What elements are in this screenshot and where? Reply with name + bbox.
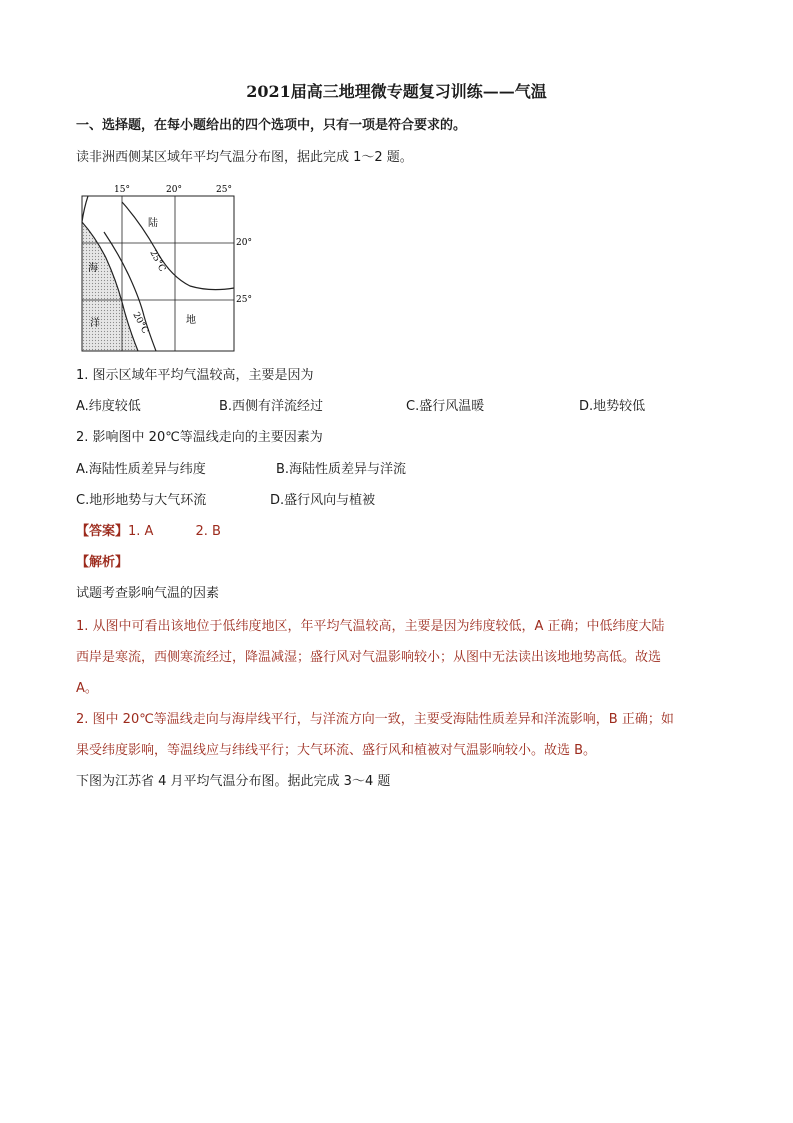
question-1-option-a: A.纬度较低 bbox=[76, 399, 141, 414]
question-2-option-b: B.海陆性质差异与洋流 bbox=[276, 462, 407, 477]
lat-label-25: 25° bbox=[236, 295, 252, 305]
land-label-2: 地 bbox=[186, 315, 196, 326]
question-1-option-c: C.盛行风温暖 bbox=[406, 399, 485, 414]
lon-label-15: 15° bbox=[114, 185, 130, 195]
question-2-option-d: D.盛行风向与植被 bbox=[270, 493, 376, 508]
analysis-intro: 试题考查影响气温的因素 bbox=[76, 586, 220, 601]
explanation-2-line-2: 果受纬度影响，等温线应与纬线平行；大气环流、盛行风和植被对气温影响较小。故选 B。 bbox=[76, 743, 597, 758]
sea-label-1: 海 bbox=[88, 263, 98, 274]
explanation-1-line-3: A。 bbox=[76, 681, 98, 696]
explanation-1-line-1: 1. 从图中可看出该地位于低纬度地区，年平均气温较高，主要是因为纬度较低，A 正确；中低纬度大陆 bbox=[76, 619, 665, 634]
temperature-map bbox=[70, 180, 270, 360]
document-title: 2021届高三地理微专题复习训练——气温 bbox=[246, 82, 547, 101]
question-1-stem: 1. 图示区域年平均气温较高，主要是因为 bbox=[76, 368, 314, 383]
section-heading: 一、选择题，在每小题给出的四个选项中，只有一项是符合要求的。 bbox=[76, 118, 467, 133]
isotherm-25 bbox=[122, 202, 234, 290]
question-intro: 读非洲西侧某区域年平均气温分布图，据此完成 1～2 题。 bbox=[76, 150, 413, 165]
lon-label-20: 20° bbox=[166, 185, 182, 195]
question-1-option-b: B.西侧有洋流经过 bbox=[219, 399, 324, 414]
isotherm-25-label: 25°C bbox=[147, 248, 167, 274]
land-label-1: 陆 bbox=[148, 218, 158, 229]
isotherm-20-label: 20°C bbox=[130, 310, 150, 336]
answer-line bbox=[76, 522, 221, 542]
sea-label-2: 洋 bbox=[90, 318, 100, 329]
question-2-option-c: C.地形地势与大气环流 bbox=[76, 493, 207, 508]
analysis-label: 【解析】 bbox=[76, 555, 129, 570]
explanation-1-line-2: 西岸是寒流，西侧寒流经过，降温减湿；盛行风对气温影响较小；从图中无法读出该地地势高低。故选 bbox=[76, 650, 662, 665]
question-1-option-d: D.地势较低 bbox=[579, 399, 646, 414]
question-2-option-a: A.海陆性质差异与纬度 bbox=[76, 462, 206, 477]
answer-1: 1. A bbox=[128, 524, 154, 539]
answer-2: 2. B bbox=[195, 524, 221, 539]
next-question-intro: 下图为江苏省 4 月平均气温分布图。据此完成 3～4 题 bbox=[76, 774, 391, 789]
lat-label-20: 20° bbox=[236, 238, 252, 248]
lon-label-25: 25° bbox=[216, 185, 232, 195]
answer-label: 【答案】 bbox=[76, 524, 129, 539]
question-2-stem: 2. 影响图中 20℃等温线走向的主要因素为 bbox=[76, 430, 323, 445]
explanation-2-line-1: 2. 图中 20℃等温线走向与海岸线平行，与洋流方向一致，主要受海陆性质差异和洋流影响，B 正确；如 bbox=[76, 712, 674, 727]
